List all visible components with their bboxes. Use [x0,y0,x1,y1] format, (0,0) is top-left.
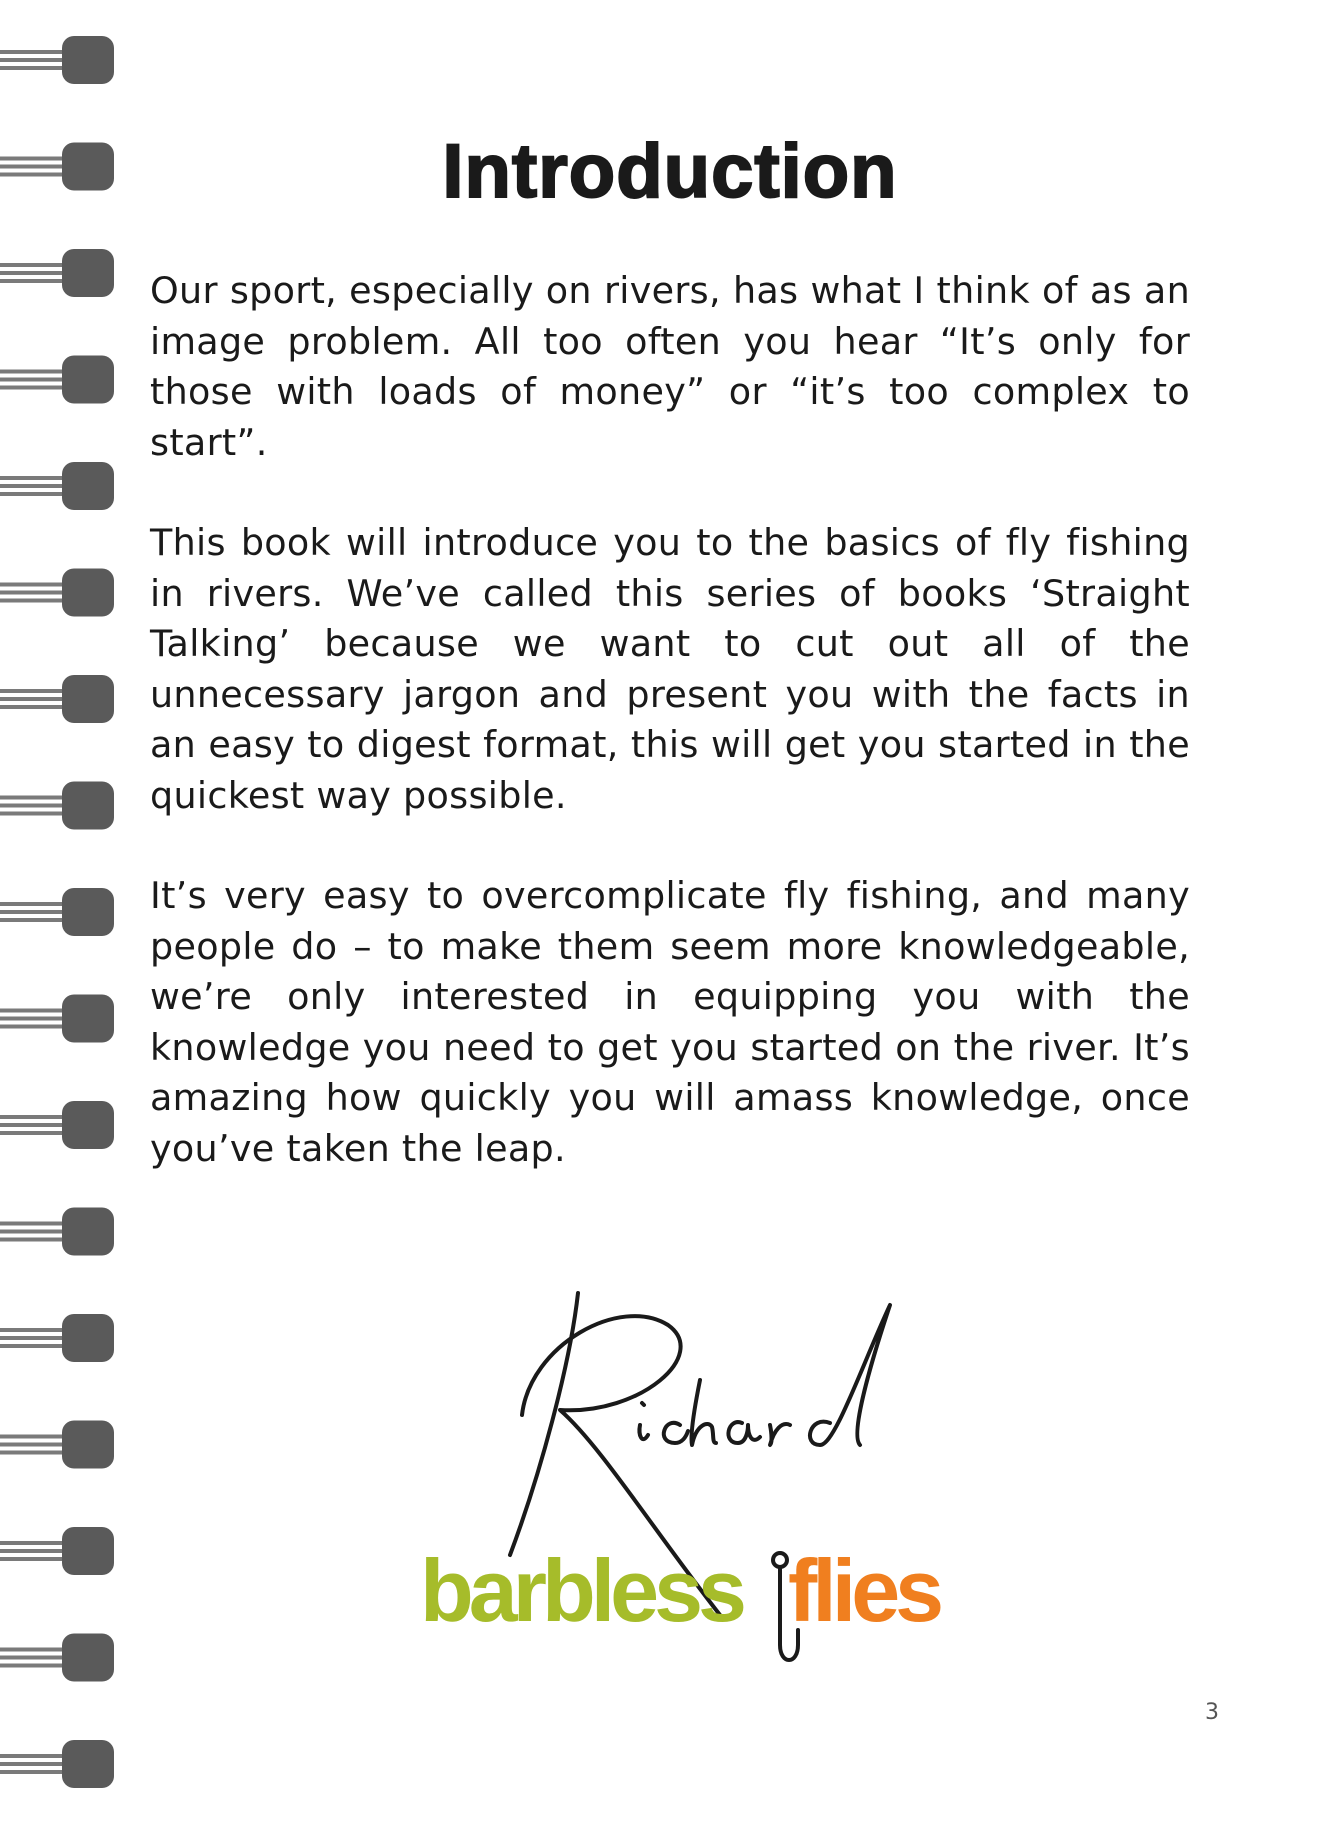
paragraph-1: Our sport, especially on rivers, has what I think of as an image problem. All too often you hear “It’s only for those with loads of money” or “it’s too complex to start”. [150,269,1190,464]
spiral-ring [0,1101,114,1149]
spiral-ring [0,143,114,191]
logo-word-barbless: barbless [420,1541,742,1640]
page-title: Introduction [442,129,898,214]
spiral-ring [0,888,114,936]
spiral-ring [0,1314,114,1362]
spiral-ring [0,782,114,830]
spiral-ring [0,1634,114,1682]
spiral-ring [0,675,114,723]
spiral-ring [0,1208,114,1256]
barbless-flies-logo [420,1540,980,1660]
body-text [150,266,1190,1224]
spiral-ring [0,1740,114,1788]
paragraph-3: It’s very easy to overcomplicate fly fishing, and many people do – to make them seem more knowledgeable, we’re only interested in equipping you with the knowledge you need to get you started on the river. It’s amazing how quickly you will amass knowledge, once you’ve taken the leap. [150,874,1190,1170]
spiral-ring [0,462,114,510]
paragraph-2: This book will introduce you to the basics of fly fishing in rivers. We’ve called this series of books ‘Straight Talking’ because we want to cut out all of the unnecessary jargon and present you with the facts in an easy to digest format, this will get you started in the quickest way possible. [150,521,1190,817]
spiral-ring [0,1421,114,1469]
spiral-ring [0,36,114,84]
spiral-binding [0,0,120,1830]
spiral-ring [0,569,114,617]
spiral-ring [0,995,114,1043]
logo-word-flies: flies [788,1541,940,1640]
spiral-ring [0,1527,114,1575]
spiral-ring [0,249,114,297]
spiral-ring [0,356,114,404]
page-number: 3 [1205,1700,1219,1725]
